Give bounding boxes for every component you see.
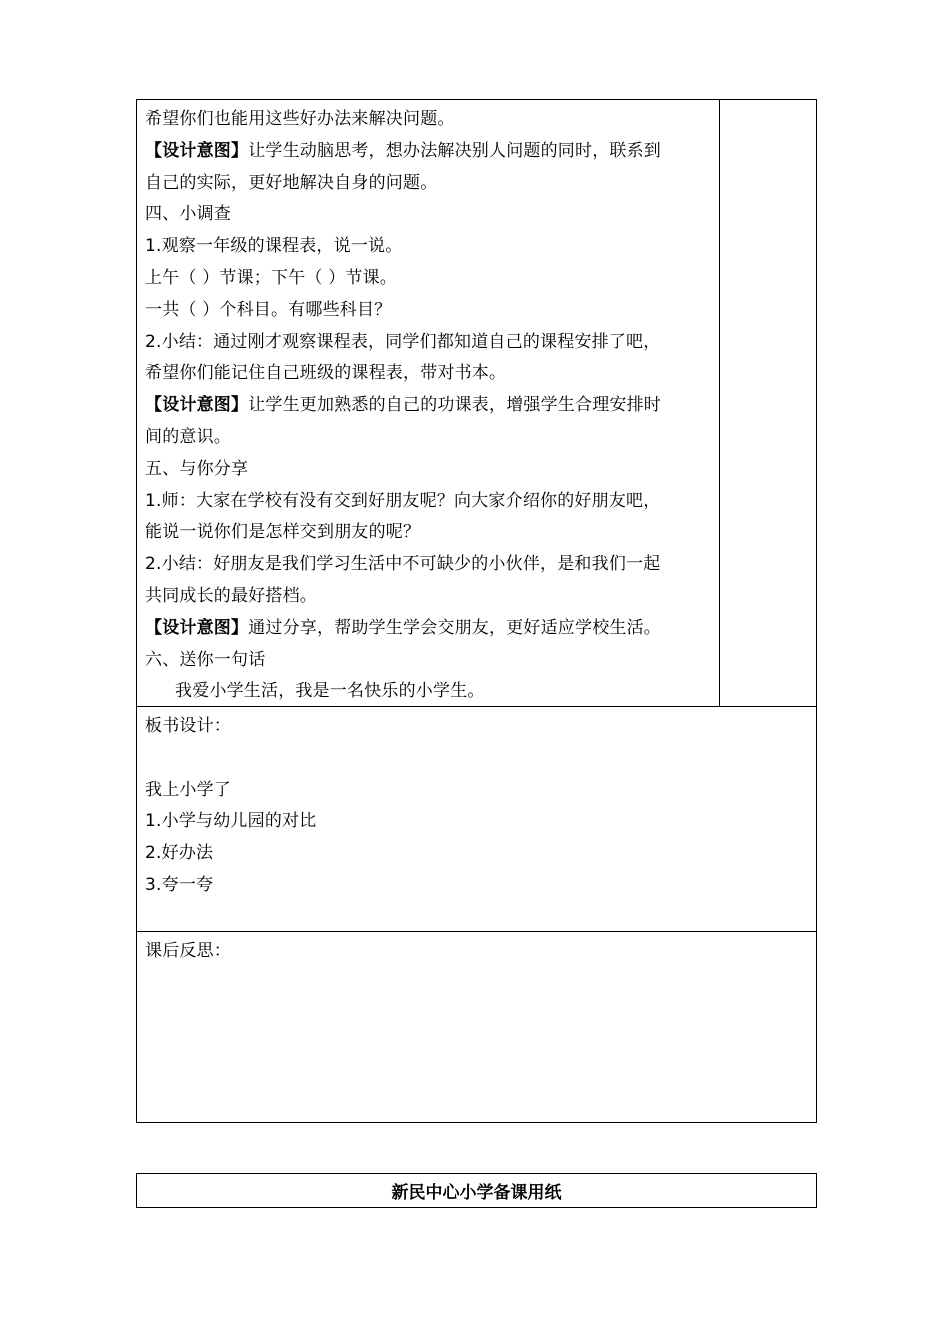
content-line: 上午（ ）节课；下午（ ）节课。 [145,267,398,288]
content-line: 1.师：大家在学校有没有交到好朋友呢？向大家介绍你的好朋友吧， [145,490,661,511]
section-heading: 六、送你一句话 [145,649,266,670]
board-title: 我上小学了 [145,779,231,800]
section-heading: 五、与你分享 [145,458,249,479]
design-intent-text: 通过分享，帮助学生学会交朋友，更好适应学校生活。 [248,617,662,638]
teaching-process-row [137,100,816,707]
board-item: 2.好办法 [145,843,214,864]
content-line: 间的意识。 [145,426,231,447]
design-intent-label: 【设计意图】 [145,617,249,638]
school-title-box [136,1173,817,1208]
design-intent-line [145,390,719,422]
content-line: 共同成长的最好搭档。 [145,585,317,606]
content-line: 我爱小学生活，我是一名快乐的小学生。 [175,681,485,702]
design-intent-label: 【设计意图】 [145,395,249,416]
design-intent-label: 【设计意图】 [145,140,249,161]
content-line: 自己的实际，更好地解决自身的问题。 [145,172,438,193]
content-line: 能说一说你们是怎样交到朋友的呢？ [145,522,421,543]
school-title: 新民中心小学备课用纸 [391,1183,562,1203]
board-item: 3.夸一夸 [145,874,214,895]
section-heading: 四、小调查 [145,204,231,225]
content-line: 2.小结：好朋友是我们学习生活中不可缺少的小伙伴，是和我们一起 [145,554,661,575]
board-design-row [137,707,816,932]
reflection-row [137,932,816,1122]
blank-line [145,743,816,775]
content-line: 希望你们也能用这些好办法来解决问题。 [145,109,455,129]
content-line: 希望你们能记住自己班级的课程表，带对书本。 [145,363,507,384]
content-line: 2.小结：通过刚才观察课程表，同学们都知道自己的课程安排了吧， [145,331,661,352]
notes-column [720,100,816,706]
content-line: 1.观察一年级的课程表，说一说。 [145,236,403,257]
design-intent-line [145,613,719,645]
board-design-label: 板书设计： [145,716,231,736]
content-line: 一共（ ）个科目。有哪些科目？ [145,299,392,320]
reflection-label: 课后反思： [145,941,231,961]
teaching-content-cell [137,100,720,706]
lesson-plan-table [136,99,817,1123]
board-item: 1.小学与幼儿园的对比 [145,811,317,832]
design-intent-text: 让学生更加熟悉的自己的功课表，增强学生合理安排时 [248,395,662,416]
design-intent-line [145,136,719,168]
design-intent-text: 让学生动脑思考，想办法解决别人问题的同时，联系到 [248,140,662,161]
